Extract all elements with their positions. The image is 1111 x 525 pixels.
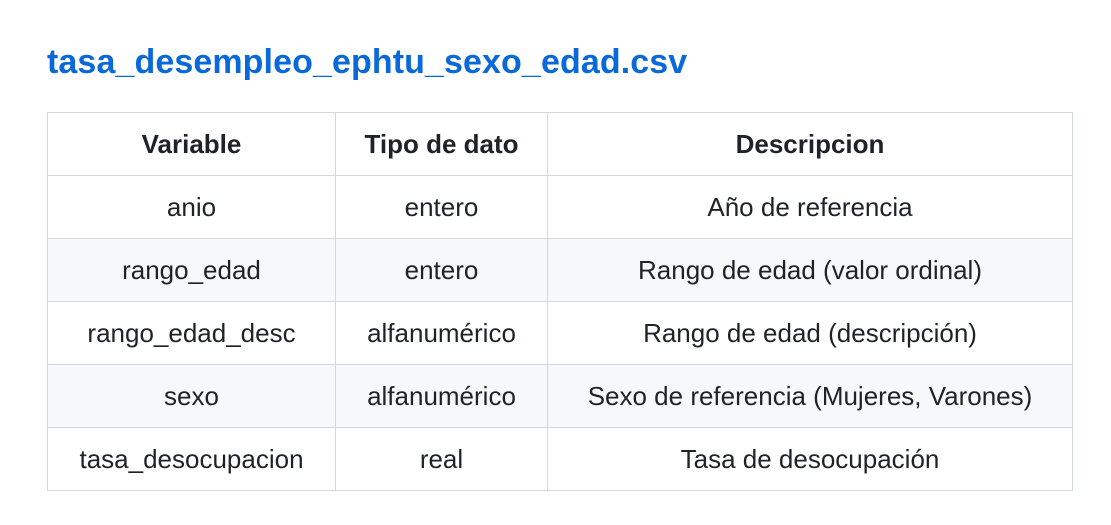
cell-descripcion: Rango de edad (valor ordinal) [548,239,1073,302]
table-header-row [48,113,1073,176]
table-row [48,428,1073,491]
cell-tipo: entero [336,239,548,302]
cell-descripcion: Sexo de referencia (Mujeres, Varones) [548,365,1073,428]
table-row [48,176,1073,239]
cell-variable: anio [48,176,336,239]
variables-table [47,112,1073,491]
header-tipo-de-dato: Tipo de dato [336,113,548,176]
table-row [48,365,1073,428]
cell-tipo: alfanumérico [336,302,548,365]
cell-tipo: alfanumérico [336,365,548,428]
cell-variable: sexo [48,365,336,428]
cell-variable: rango_edad_desc [48,302,336,365]
cell-variable: rango_edad [48,239,336,302]
table-row [48,302,1073,365]
cell-descripcion: Año de referencia [548,176,1073,239]
cell-descripcion: Tasa de desocupación [548,428,1073,491]
cell-tipo: entero [336,176,548,239]
table-row [48,239,1073,302]
file-title-link[interactable]: tasa_desempleo_ephtu_sexo_edad.csv [47,43,688,81]
cell-descripcion: Rango de edad (descripción) [548,302,1073,365]
cell-variable: tasa_desocupacion [48,428,336,491]
header-variable: Variable [48,113,336,176]
cell-tipo: real [336,428,548,491]
header-descripcion: Descripcion [548,113,1073,176]
